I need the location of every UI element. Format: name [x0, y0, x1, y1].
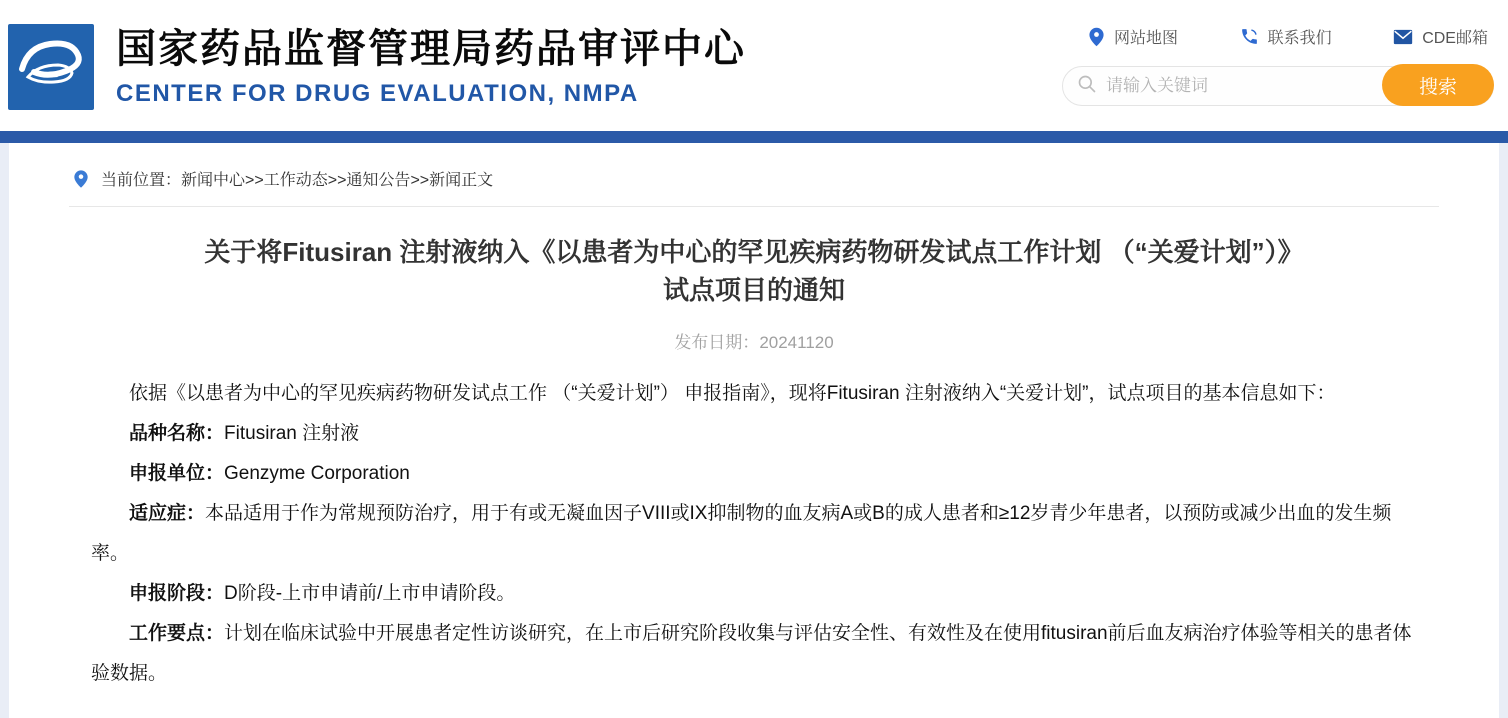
site-brand	[8, 0, 746, 131]
site-subtitle: CENTER FOR DRUG EVALUATION, NMPA	[116, 80, 639, 107]
header-divider-bar	[0, 131, 1508, 143]
paragraph-text: 本品适用于作为常规预防治疗，用于有或无凝血因子VIII或IX抑制物的血友病A或B的成人患者和≥12岁青少年患者，以预防或减少出血的发生频率。	[91, 503, 1392, 564]
quick-link-mailbox[interactable]	[1393, 25, 1488, 48]
paragraph-text: Genzyme Corporation	[224, 463, 410, 484]
quick-link-contact[interactable]	[1240, 25, 1332, 48]
paragraph-label: 适应症：	[129, 503, 206, 524]
paragraph-label: 工作要点：	[129, 623, 225, 644]
quick-links	[1062, 25, 1494, 48]
publish-date	[9, 328, 1499, 353]
quick-link-label: 联系我们	[1267, 30, 1332, 47]
search-row	[1062, 64, 1494, 106]
site-titles	[116, 24, 746, 108]
breadcrumb-separator: >>	[327, 172, 347, 189]
breadcrumb-item-article[interactable]: 新闻正文	[429, 172, 494, 189]
quick-link-label: 网站地图	[1114, 30, 1179, 47]
paragraph-application-stage	[91, 574, 1423, 614]
header-right	[1062, 0, 1494, 131]
article-title	[9, 233, 1499, 309]
paragraph-label: 品种名称：	[129, 423, 225, 444]
quick-link-label: CDE邮箱	[1422, 30, 1488, 47]
phone-icon	[1240, 27, 1259, 46]
breadcrumb-item-news-center[interactable]: 新闻中心	[181, 172, 246, 189]
breadcrumb	[9, 143, 1499, 190]
breadcrumb-prefix: 当前位置：	[101, 172, 182, 189]
search-button[interactable]: 搜索	[1382, 64, 1494, 106]
breadcrumb-divider	[69, 206, 1439, 207]
paragraph-text: Fitusiran 注射液	[224, 423, 360, 444]
paragraph-product-name	[91, 414, 1423, 454]
breadcrumb-separator: >>	[410, 172, 430, 189]
fish-logo-icon	[14, 35, 88, 100]
breadcrumb-item-work-dynamics[interactable]: 工作动态	[263, 172, 328, 189]
cde-logo[interactable]	[8, 24, 94, 110]
paragraph-indication	[91, 494, 1423, 574]
location-pin-icon	[1088, 27, 1105, 47]
article-body	[9, 374, 1499, 694]
site-title: 国家药品监督管理局药品审评中心	[116, 27, 746, 71]
quick-link-sitemap[interactable]	[1088, 25, 1178, 48]
page-body	[0, 143, 1508, 718]
site-header	[0, 0, 1508, 131]
search-icon	[1077, 74, 1097, 99]
paragraph-text: 计划在临床试验中开展患者定性访谈研究，在上市后研究阶段收集与评估安全性、有效性及在使用fitusiran前后血友病治疗体验等相关的患者体验数据。	[91, 623, 1412, 684]
envelope-icon	[1393, 29, 1413, 45]
paragraph-text: D阶段-上市申请前/上市申请阶段。	[224, 583, 516, 604]
publish-date-label: 发布日期：	[674, 333, 760, 352]
location-pin-icon	[73, 169, 89, 189]
paragraph-text: 依据《以患者为中心的罕见疾病药物研发试点工作 （“关爱计划”） 申报指南》，现将Fitusiran 注射液纳入“关爱计划”，试点项目的基本信息如下：	[129, 383, 1336, 404]
article-title-line1: 关于将Fitusiran 注射液纳入《以患者为中心的罕见疾病药物研发试点工作计划 （“关爱计划”）》	[204, 237, 1304, 267]
paragraph-work-points	[91, 614, 1423, 694]
paragraph-intro	[91, 374, 1423, 414]
breadcrumb-item-notices[interactable]: 通知公告	[346, 172, 411, 189]
breadcrumb-text	[101, 167, 493, 190]
paragraph-applicant	[91, 454, 1423, 494]
paragraph-label: 申报单位：	[129, 463, 225, 484]
article-title-line2: 试点项目的通知	[662, 275, 845, 305]
publish-date-value: 20241120	[759, 333, 834, 352]
search-input[interactable]	[1106, 76, 1346, 96]
breadcrumb-separator: >>	[245, 172, 264, 189]
content-card	[9, 143, 1499, 718]
paragraph-label: 申报阶段：	[129, 583, 225, 604]
